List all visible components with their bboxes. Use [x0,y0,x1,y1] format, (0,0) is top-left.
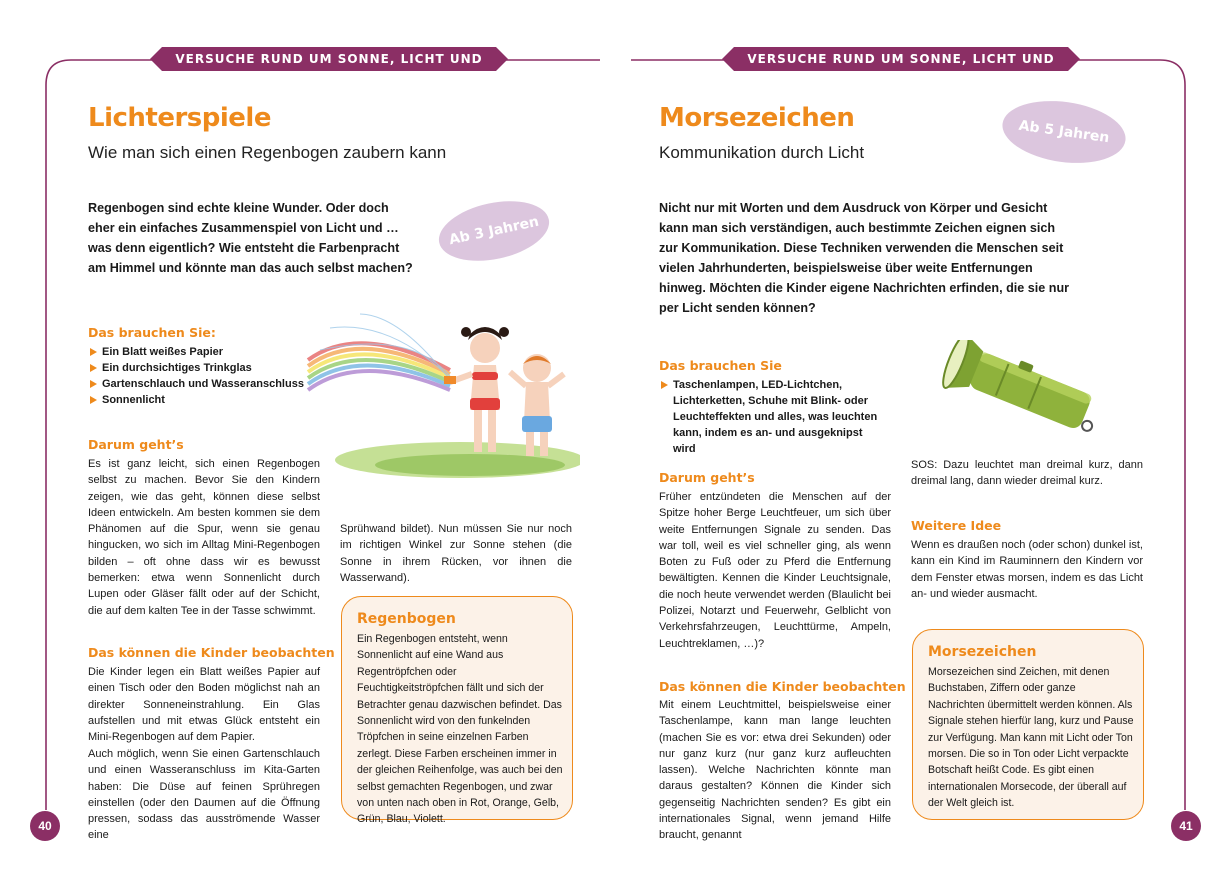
right-info-box [912,629,1144,820]
right-observe-text: Mit einem Leuchtmittel, beispielsweise einer Taschenlampe, kann man lange leuchten (machen Sie es vor: etwa drei Sekunden) oder nur ganz kurz (nur ganz kurz aufleuchten lassen). Welche Nachrichten könnte man daraus gestalten? Können die Kinder sich gegenseitig Nachrichten senden? Es gibt ein internationales Signal, wenn jemand Hilfe braucht, genannt [659,699,891,842]
right-needs-list [659,377,887,457]
left-observe-text-2: Auch möglich, wenn Sie einen Gartenschlauch und einen Wasseranschluss im Kita-Garten haben: Die Düse auf feinen Sprühregen einstellen (oder den Daumen auf die Öffnung pressen, sodass das ausströmende Wasser eine [88,748,320,842]
list-item: Taschenlampen, LED-Lichtchen, Lichterketten, Schuhe mit Blink- oder Leuchteffekten und alles, was leuchten kann, indem es an- und ausgeknipst wird [659,377,887,457]
left-section-banner: VERSUCHE RUND UM SONNE, LICHT UND SCHATTEN [162,47,496,71]
rainbow-children-illustration [300,310,580,485]
left-why-heading: Darum geht’s [88,437,184,452]
right-page-subtitle: Kommunikation durch Licht [659,143,865,162]
left-intro-text: Regenbogen sind echte kleine Wunder. Oder doch eher ein einfaches Zusammenspiel von Licht und … was denn eigentlich? Wie entsteht die Farbenpracht am Himmel und könnte man das auch selbst machen? [88,201,413,275]
right-idea-heading: Weitere Idee [911,518,1002,533]
right-intro-text: Nicht nur mit Worten und dem Ausdruck von Körper und Gesicht kann man sich verständigen, auch bestimmte Zeichen eignen sich zur Kommunikation. Diese Techniken verwenden die Menschen seit vielen Jahrhunderten, beispielsweise über weite Entfernungen hinweg. Möchten die Kinder eigene Nachrichten erfinden, die sie nur per Licht senden können? [659,201,1070,315]
flashlight-illustration [940,340,1110,440]
left-observe-text-1: Die Kinder legen ein Blatt weißes Papier auf einen Tisch oder den Boden möglichst nah an direkter Sonneneinstrahlung. Ein Glas aufstellen und mit etwas Glück entsteht ein Mini-Regenbogen auf dem Papier. [88,666,320,744]
right-sos-text: SOS: Dazu leuchtet man dreimal kurz, dann dreimal lang, dann wieder dreimal kurz. [911,459,1143,488]
right-observe-heading: Das können die Kinder beobachten [659,679,906,694]
list-item: Gartenschlauch und Wasseranschluss [88,376,328,392]
left-continued-text: Sprühwand bildet). Nun müssen Sie nur noch im richtigen Winkel zur Sonne stehen (die Sonne in ihrem Rücken, vor ihnen die Wasserwand). [340,523,572,584]
left-observe-heading: Das können die Kinder beobachten [88,645,335,660]
left-page-number: 40 [30,811,60,841]
right-box-text: Morsezeichen sind Zeichen, mit denen Buchstaben, Ziffern oder ganze Nachrichten übermittelt werden können. Als Signale stehen hierfür lang, kurz und Pause zur Verfügung. Man kann mit Licht oder Ton morsen. Die so in Ton oder Licht verpackte Botschaft heißt Code. Es gibt einen internationalen Morsecode, der überall auf der Welt gleich ist. [928,666,1134,810]
list-item: Ein Blatt weißes Papier [88,344,328,360]
right-needs-heading: Das brauchen Sie [659,358,782,373]
list-item: Sonnenlicht [88,392,328,408]
left-page-title: Lichterspiele [88,103,271,133]
right-page-number: 41 [1171,811,1201,841]
left-box-text: Ein Regenbogen entsteht, wenn Sonnenlicht auf eine Wand aus Regentröpfchen oder Feuchtigkeitströpfchen fällt und sich der Betrachter genau dazwischen befindet. Das Sonnenlicht wird von den funkelnden Tröpfchen in seine einzelnen Farben zerlegt. Diese Farben erscheinen immer in der gleichen Reihenfolge, was auch bei den selbst gemachten Regenbogen, und zwar von unten nach oben in Rot, Orange, Gelb, Grün, Blau, Violett. [357,633,563,826]
list-item: Ein durchsichtiges Trinkglas [88,360,328,376]
right-why-heading: Darum geht’s [659,470,755,485]
right-page-title: Morsezeichen [659,103,855,133]
right-why-text: Früher entzündeten die Menschen auf der Spitze hoher Berge Leuchtfeuer, um sich über weite Entfernungen Signale zu senden. Das war toll, weil es viel schneller ging, als wenn Boten zu Fuß oder zu Pferd die Entfernung bewältigten. Kennen die Kinder Leuchtsignale, die noch heute verwendet werden (Blaulicht bei Polizei, Notarzt und Feuerwehr, Gelblicht von Verkehrsfahrzeugen, Leuchttürme, Ampeln, Leuchtreklamen, …)? [659,491,891,650]
right-box-heading: Morsezeichen [928,644,1037,660]
left-age-badge: Ab 3 Jahren [433,192,554,270]
left-needs-list [88,344,328,408]
left-page-subtitle: Wie man sich einen Regenbogen zaubern kann [88,143,447,162]
right-age-badge: Ab 5 Jahren [998,94,1129,171]
left-needs-heading: Das brauchen Sie: [88,325,216,340]
left-why-text: Es ist ganz leicht, sich einen Regenbogen selbst zu machen. Bevor Sie den Kindern zeigen, wie das geht, können diese selbst Ideen entwickeln. Am besten kommen sie dem Phänomen auf die Spur, wenn sie genau hingucken, wo sich im Alltag Mini-Regenbogen bilden – oft ohne dass wir es bewusst bemerken: etwa wenn Sonnenlicht durch Lupen oder Gläser fällt oder auf der Schicht, die auf dem kalten Tee in der Tasse schwimmt. [88,458,320,617]
right-idea-text: Wenn es draußen noch (oder schon) dunkel ist, kann ein Kind im Rauminnern den Kindern vor dem Fenster etwas morsen, indem es das Licht an- und wieder ausmacht. [911,539,1143,600]
right-section-banner: VERSUCHE RUND UM SONNE, LICHT UND SCHATTEN [734,47,1068,71]
left-box-heading: Regenbogen [357,611,456,627]
left-info-box [341,596,573,826]
